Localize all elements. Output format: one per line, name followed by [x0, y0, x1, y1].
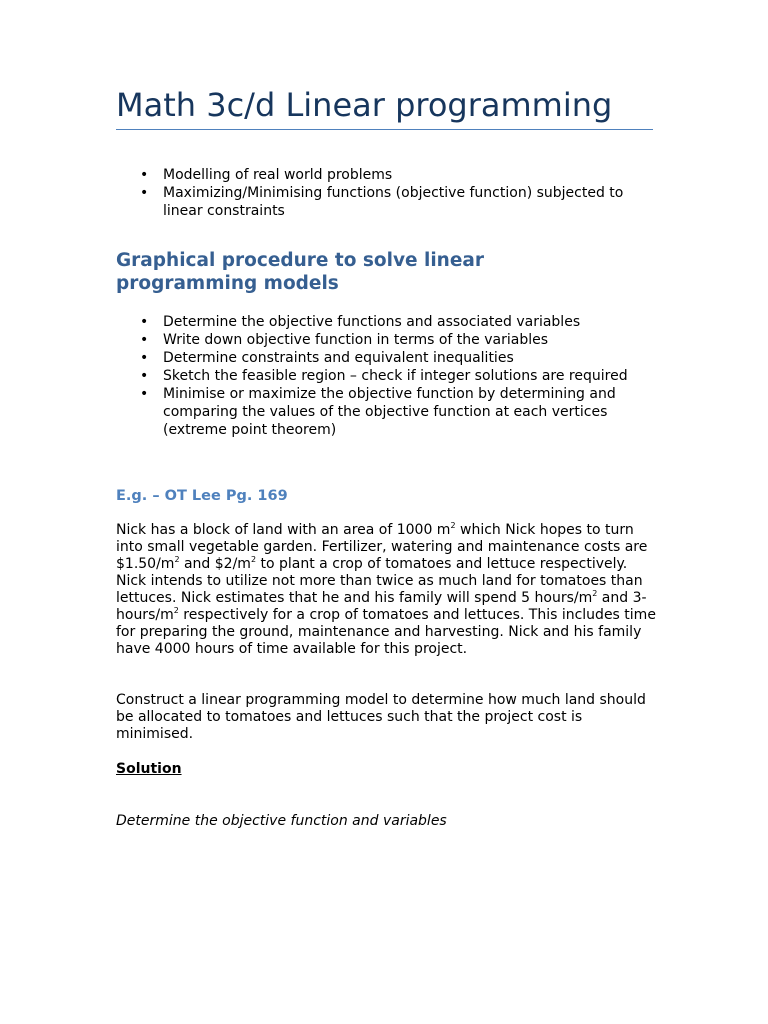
superscript: 2	[592, 589, 598, 598]
list-item	[116, 349, 661, 367]
bullet-icon: •	[140, 350, 149, 366]
list-item	[116, 331, 661, 349]
bullet-icon: •	[140, 332, 149, 348]
solution-label: Solution	[116, 761, 182, 777]
list-item-text: Minimise or maximize the objective function by determining and comparing the values of the objective function at each vertices (extreme point theorem)	[163, 386, 616, 438]
example-heading: E.g. – OT Lee Pg. 169	[116, 488, 288, 504]
list-item-text: Write down objective function in terms of the variables	[163, 332, 549, 348]
list-item	[116, 166, 661, 184]
list-item	[116, 313, 661, 331]
list-item-text: Determine constraints and equivalent inequalities	[163, 350, 514, 366]
intro-bullet-list	[116, 166, 661, 220]
superscript: 2	[450, 521, 456, 530]
superscript: 2	[174, 555, 180, 564]
list-item	[116, 367, 661, 385]
bullet-icon: •	[140, 167, 149, 183]
example-problem-paragraph	[116, 522, 661, 658]
list-item-text: Determine the objective functions and associated variables	[163, 314, 581, 330]
procedure-steps-list	[116, 313, 661, 439]
section-heading: Graphical procedure to solve linear programming models	[116, 250, 485, 294]
superscript: 2	[173, 606, 179, 615]
list-item	[116, 184, 661, 220]
bullet-icon: •	[140, 314, 149, 330]
paragraph-text: respectively for a crop of tomatoes and lettuces. This includes time for preparing the ground, maintenance and harvesting. Nick and his family have 4000 hours of time available for this project.	[116, 607, 656, 657]
list-item-text: Maximizing/Minimising functions (objective function) subjected to linear constraints	[163, 185, 624, 219]
list-item-text: Sketch the feasible region – check if integer solutions are required	[163, 368, 628, 384]
solution-subheading: Determine the objective function and variables	[116, 813, 447, 829]
list-item-text: Modelling of real world problems	[163, 167, 393, 183]
bullet-icon: •	[140, 185, 149, 201]
paragraph-text: to plant a crop of tomatoes and lettuce respectively. Nick intends to utilize not more than twice as much land for tomatoes than lettuces. Nick estimates that he and his family will spend 5 hours/m	[116, 556, 643, 606]
bullet-icon: •	[140, 386, 149, 402]
title-underline-rule	[116, 129, 653, 130]
bullet-icon: •	[140, 368, 149, 384]
paragraph-text: which Nick hopes to turn into small vegetable garden. Fertilizer, watering and maintenance costs are $1.50/m	[116, 522, 648, 572]
paragraph-text: and $2/m	[179, 556, 251, 572]
paragraph-text: Nick has a block of land with an area of 1000 m	[116, 522, 451, 538]
superscript: 2	[250, 555, 257, 564]
list-item	[116, 385, 661, 439]
paragraph-text: and 3-hours/m	[116, 590, 647, 623]
document-title: Math 3c/d Linear programming	[116, 86, 613, 124]
task-paragraph: Construct a linear programming model to determine how much land should be allocated to tomatoes and lettuces such that the project cost is minimised.	[116, 692, 646, 742]
